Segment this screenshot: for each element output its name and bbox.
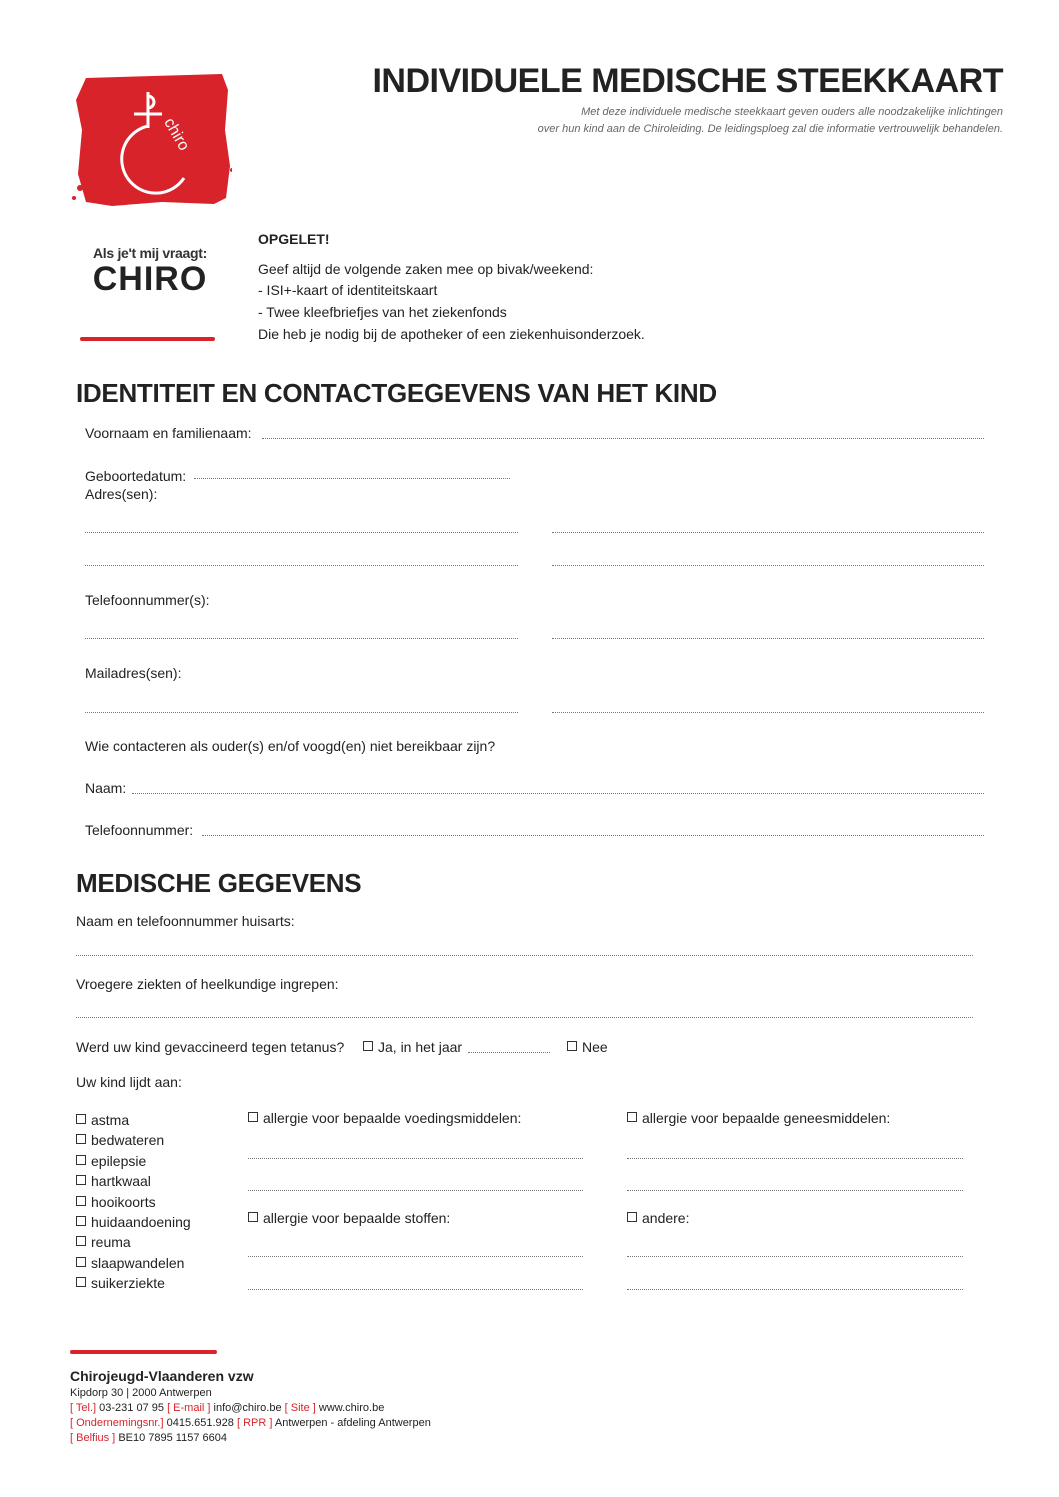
allergy-food-field[interactable] bbox=[248, 1158, 583, 1159]
subtitle-line: Met deze individuele medische steekkaart geven ouders alle noodzakelijke inlichtingen bbox=[581, 106, 1003, 118]
tetanus-no-option[interactable] bbox=[567, 1039, 608, 1055]
notice-line: Die heb je nodig bij de apotheker of een ziekenhuisonderzoek. bbox=[258, 326, 645, 342]
list-item[interactable] bbox=[76, 1130, 191, 1150]
checkbox[interactable] bbox=[76, 1114, 86, 1124]
checkbox[interactable] bbox=[248, 1112, 258, 1122]
other-option[interactable] bbox=[627, 1210, 689, 1226]
bank-label: [ Belfius ] bbox=[70, 1432, 116, 1444]
rpr-value: Antwerpen - afdeling Antwerpen bbox=[274, 1417, 431, 1429]
tel-label: [ Tel.] bbox=[70, 1402, 97, 1414]
contact-question: Wie contacteren als ouder(s) en/of voogd(en) niet bereikbaar zijn? bbox=[85, 738, 496, 754]
contact-name-label: Naam: bbox=[85, 780, 127, 796]
allergy-food-option[interactable] bbox=[248, 1110, 521, 1126]
allergy-food-field[interactable] bbox=[248, 1190, 583, 1191]
doctor-field[interactable] bbox=[76, 955, 973, 956]
logo-word: chiro bbox=[160, 115, 193, 154]
allergy-medicine-option[interactable] bbox=[627, 1110, 890, 1126]
footer bbox=[70, 1366, 431, 1446]
notice-line: - Twee kleefbriefjes van het ziekenfonds bbox=[258, 304, 507, 320]
allergy-food-label: allergie voor bepaalde voedingsmiddelen: bbox=[263, 1110, 522, 1126]
other-field[interactable] bbox=[627, 1256, 963, 1257]
checkbox[interactable] bbox=[76, 1257, 86, 1267]
address-field[interactable] bbox=[552, 565, 984, 566]
email-label: [ E-mail ] bbox=[167, 1402, 211, 1414]
condition-label: hartkwaal bbox=[91, 1173, 151, 1190]
condition-label: bedwateren bbox=[91, 1132, 165, 1149]
company-value: 0415.651.928 bbox=[166, 1417, 234, 1429]
page-title: INDIVIDUELE MEDISCHE STEEKKAART bbox=[372, 62, 1003, 100]
address-field[interactable] bbox=[552, 532, 984, 533]
condition-label: suikerziekte bbox=[91, 1275, 165, 1292]
divider-bar bbox=[80, 337, 215, 341]
history-label: Vroegere ziekten of heelkundige ingrepen: bbox=[76, 976, 339, 992]
checkbox[interactable] bbox=[76, 1236, 86, 1246]
mail-field[interactable] bbox=[552, 712, 984, 713]
other-field[interactable] bbox=[627, 1289, 963, 1290]
section-title-identity: IDENTITEIT EN CONTACTGEGEVENS VAN HET KIND bbox=[76, 378, 717, 408]
bank-value: BE10 7895 1157 6604 bbox=[118, 1432, 227, 1444]
phone-field[interactable] bbox=[85, 638, 518, 639]
tetanus-year-field[interactable] bbox=[468, 1052, 550, 1053]
history-field[interactable] bbox=[76, 1017, 973, 1018]
checkbox[interactable] bbox=[363, 1041, 373, 1051]
company-label: [ Ondernemingsnr.] bbox=[70, 1417, 164, 1429]
checkbox[interactable] bbox=[76, 1155, 86, 1165]
checkbox[interactable] bbox=[627, 1112, 637, 1122]
tetanus-yes-label: Ja, in het jaar bbox=[378, 1039, 463, 1055]
conditions-list bbox=[76, 1110, 191, 1294]
condition-label: hooikoorts bbox=[91, 1193, 156, 1210]
phone-label: Telefoonnummer(s): bbox=[85, 592, 210, 608]
suffers-label: Uw kind lijdt aan: bbox=[76, 1074, 182, 1090]
list-item[interactable] bbox=[76, 1212, 191, 1232]
allergy-substances-field[interactable] bbox=[248, 1256, 583, 1257]
birthdate-field[interactable] bbox=[194, 478, 510, 479]
site-link[interactable]: www.chiro.be bbox=[318, 1402, 385, 1414]
doctor-label: Naam en telefoonnummer huisarts: bbox=[76, 913, 295, 929]
footer-contact-line bbox=[70, 1401, 431, 1416]
name-field[interactable] bbox=[262, 438, 984, 439]
tagline-big: CHIRO bbox=[92, 260, 208, 298]
rpr-label: [ RPR ] bbox=[236, 1417, 273, 1429]
allergy-substances-label: allergie voor bepaalde stoffen: bbox=[263, 1210, 451, 1226]
list-item[interactable] bbox=[76, 1192, 191, 1212]
tagline bbox=[80, 245, 220, 297]
birthdate-label: Geboortedatum: bbox=[85, 468, 187, 484]
email-link[interactable]: info@chiro.be bbox=[213, 1402, 282, 1414]
address-field[interactable] bbox=[85, 532, 518, 533]
tel-value: 03-231 07 95 bbox=[99, 1402, 164, 1414]
chiro-logo bbox=[72, 70, 232, 218]
allergy-substances-option[interactable] bbox=[248, 1210, 450, 1226]
footer-address: Kipdorp 30 | 2000 Antwerpen bbox=[70, 1387, 212, 1399]
condition-label: reuma bbox=[91, 1234, 131, 1251]
notice-block bbox=[258, 228, 645, 345]
other-label: andere: bbox=[642, 1210, 690, 1226]
name-label: Voornaam en familienaam: bbox=[85, 425, 252, 441]
notice-heading: OPGELET! bbox=[258, 231, 330, 247]
contact-name-field[interactable] bbox=[132, 793, 984, 794]
list-item[interactable] bbox=[76, 1171, 191, 1191]
page-subtitle bbox=[403, 104, 1003, 138]
notice-line: Geef altijd de volgende zaken mee op bivak/weekend: bbox=[258, 261, 594, 277]
footer-company-line bbox=[70, 1416, 431, 1431]
list-item[interactable] bbox=[76, 1273, 191, 1293]
allergy-medicine-field[interactable] bbox=[627, 1158, 963, 1159]
allergy-medicine-label: allergie voor bepaalde geneesmiddelen: bbox=[642, 1110, 891, 1126]
mail-field[interactable] bbox=[85, 712, 518, 713]
condition-label: astma bbox=[91, 1112, 130, 1128]
list-item[interactable] bbox=[76, 1232, 191, 1252]
condition-label: slaapwandelen bbox=[91, 1254, 185, 1271]
condition-label: huidaandoening bbox=[91, 1214, 191, 1231]
notice-line: - ISI+-kaart of identiteitskaart bbox=[258, 282, 438, 298]
mail-label: Mailadres(sen): bbox=[85, 665, 182, 681]
checkbox[interactable] bbox=[76, 1196, 86, 1206]
list-item[interactable] bbox=[76, 1110, 191, 1130]
checkbox[interactable] bbox=[76, 1175, 86, 1185]
checkbox[interactable] bbox=[248, 1212, 258, 1222]
site-label: [ Site ] bbox=[284, 1402, 316, 1414]
section-title-medical: MEDISCHE GEGEVENS bbox=[76, 868, 362, 898]
list-item[interactable] bbox=[76, 1253, 191, 1273]
checkbox[interactable] bbox=[567, 1041, 577, 1051]
address-label: Adres(sen): bbox=[85, 486, 158, 502]
checkbox[interactable] bbox=[76, 1134, 86, 1144]
phone-field[interactable] bbox=[552, 638, 984, 639]
tetanus-no-label: Nee bbox=[582, 1039, 608, 1055]
allergy-substances-field[interactable] bbox=[248, 1289, 583, 1290]
footer-org: Chirojeugd-Vlaanderen vzw bbox=[70, 1368, 254, 1384]
address-field[interactable] bbox=[85, 565, 518, 566]
allergy-medicine-field[interactable] bbox=[627, 1190, 963, 1191]
checkbox[interactable] bbox=[76, 1216, 86, 1226]
contact-phone-label: Telefoonnummer: bbox=[85, 822, 194, 838]
list-item[interactable] bbox=[76, 1151, 191, 1171]
checkbox[interactable] bbox=[627, 1212, 637, 1222]
tagline-small: Als je't mij vraagt: bbox=[92, 245, 208, 261]
contact-phone-field[interactable] bbox=[202, 835, 984, 836]
checkbox[interactable] bbox=[76, 1277, 86, 1287]
tetanus-yes-option[interactable] bbox=[363, 1039, 462, 1055]
footer-divider bbox=[70, 1350, 217, 1354]
footer-bank-line bbox=[70, 1431, 431, 1446]
subtitle-line: over hun kind aan de Chiroleiding. De leidingsploeg zal die informatie vertrouwelijk behandelen. bbox=[537, 123, 1003, 135]
tetanus-question: Werd uw kind gevaccineerd tegen tetanus? bbox=[76, 1039, 345, 1055]
condition-label: epilepsie bbox=[91, 1152, 147, 1169]
